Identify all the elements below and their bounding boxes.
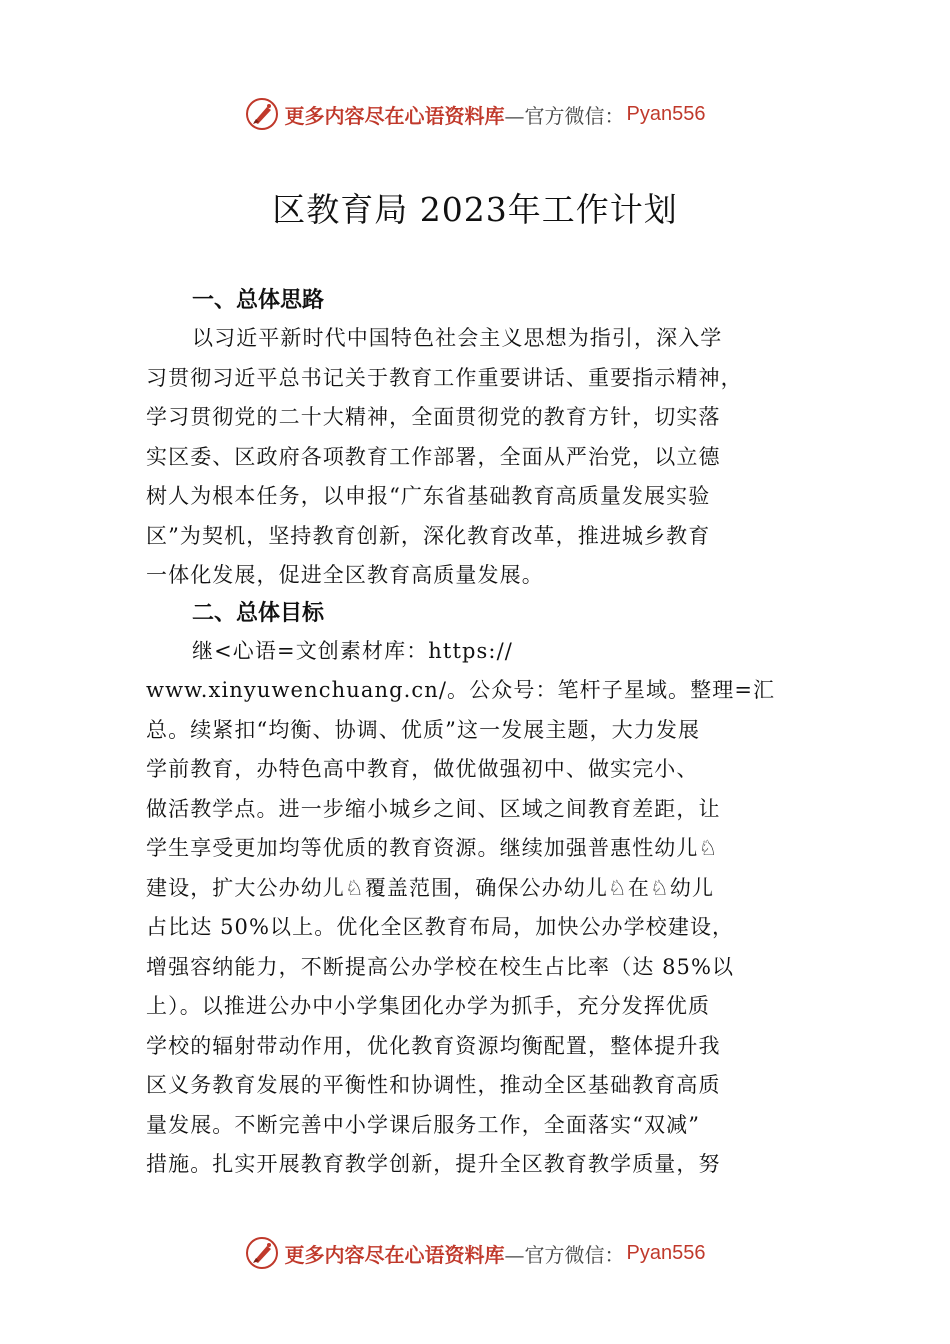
footer-banner	[0, 1235, 950, 1271]
paragraph-line: 学校的辐射带动作用，优化教育资源均衡配置，整体提升我	[146, 1033, 721, 1058]
paragraph-line: 学习贯彻党的二十大精神，全面贯彻党的教育方针，切实落	[146, 405, 721, 429]
banner-wechat-label: —官方微信：	[504, 103, 625, 128]
paragraph-line: 区义务教育发展的平衡性和协调性，推动全区基础教育高质	[146, 1073, 721, 1097]
pen-nib-logo-icon	[245, 97, 279, 131]
paragraph-line: 增强容纳能力，不断提高公办学校在校生占比率（达 85%以	[146, 954, 735, 979]
paragraph-line: 继<心语=文创素材库：https://	[192, 638, 513, 663]
paragraph-line: 习贯彻习近平总书记关于教育工作重要讲话、重要指示精神，	[146, 365, 743, 390]
section-heading-overall-goals: 二、总体目标	[192, 600, 325, 626]
paragraph-line: 学前教育，办特色高中教育，做优做强初中、做实完小、	[146, 757, 699, 781]
section-heading-overall-thinking: 一、总体思路	[192, 288, 325, 313]
paragraph-line: 措施。扎实开展教育教学创新，提升全区教育教学质量，努	[146, 1152, 721, 1176]
document-body	[146, 283, 808, 1185]
paragraph-line: 总。续紧扣“均衡、协调、优质”这一发展主题，大力发展	[146, 717, 701, 742]
paragraph-line: 占比达 50%以上。优化全区教育布局，加快公办学校建设，	[146, 915, 735, 939]
banner-wechat-id: Pyan556	[626, 1241, 706, 1264]
paragraph-line: 树人为根本任务，以申报“广东省基础教育高质量发展实验	[146, 484, 711, 508]
paragraph-line: 以习近平新时代中国特色社会主义思想为指引，深入学	[192, 326, 723, 350]
banner-library-text: 更多内容尽在心语资料库	[284, 103, 505, 128]
paragraph-line: 学生享受更加均等优质的教育资源。继续加强普惠性幼儿♘	[146, 836, 719, 860]
banner-library-text: 更多内容尽在心语资料库	[284, 1242, 505, 1267]
paragraph-line: 一体化发展，促进全区教育高质量发展。	[146, 563, 544, 587]
paragraph-line: 实区委、区政府各项教育工作部署，全面从严治党，以立德	[146, 444, 721, 469]
pen-nib-logo-icon	[245, 1236, 279, 1270]
banner-wechat-id: Pyan556	[626, 102, 706, 125]
paragraph-line: www.xinyuwenchuang.cn/。公众号：笔杆子星域。整理=汇	[146, 678, 776, 702]
paragraph-line: 量发展。不断完善中小学课后服务工作，全面落实“双减”	[146, 1112, 701, 1137]
document-title: 区教育局 2023年工作计划	[272, 190, 678, 229]
banner-wechat-label: —官方微信：	[504, 1242, 625, 1267]
paragraph-line: 区”为契机，坚持教育创新，深化教育改革，推进城乡教育	[146, 523, 711, 548]
paragraph-line: 上）。以推进公办中小学集团化办学为抓手，充分发挥优质	[146, 994, 711, 1018]
header-banner	[0, 96, 950, 132]
paragraph-line: 做活教学点。进一步缩小城乡之间、区域之间教育差距，让	[146, 796, 721, 821]
paragraph-line: 建设，扩大公办幼儿♘覆盖范围，确保公办幼儿♘在♘幼儿	[146, 875, 715, 900]
